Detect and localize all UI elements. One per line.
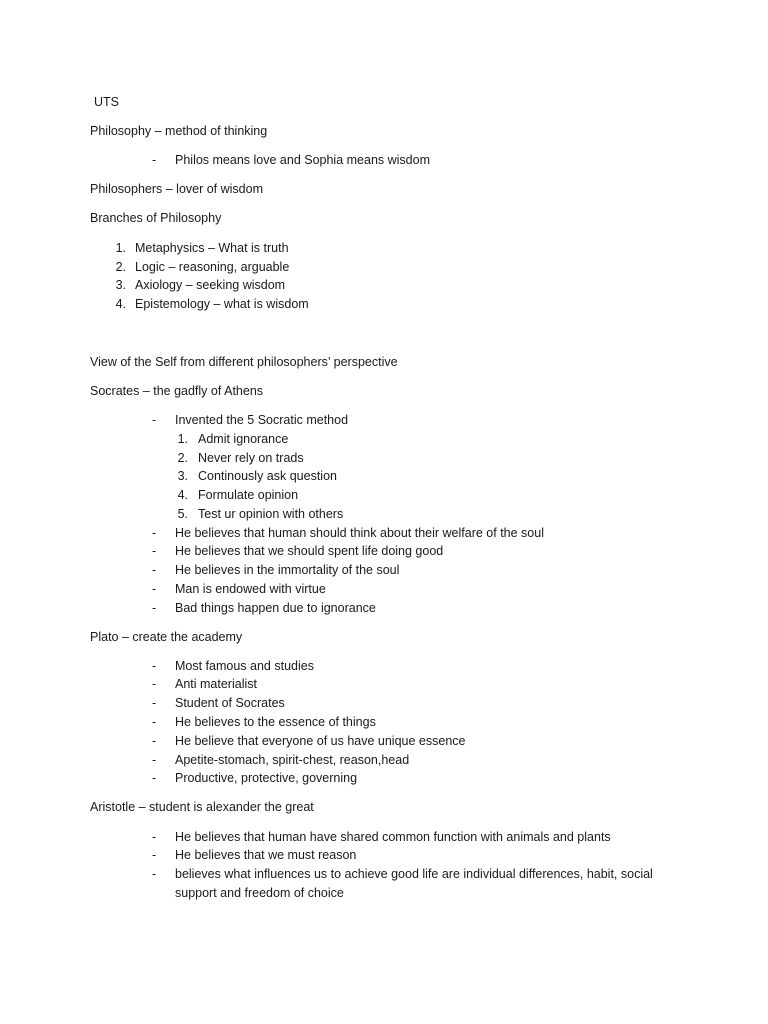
list-number: 2. bbox=[115, 260, 126, 274]
list-item-text: Logic – reasoning, arguable bbox=[135, 260, 290, 274]
bullet-dash: - bbox=[152, 544, 157, 558]
list-item-text: Formulate opinion bbox=[198, 488, 299, 502]
bullet-dash: - bbox=[152, 848, 157, 862]
philosophy-note: Philos means love and Sophia means wisdom bbox=[175, 153, 430, 167]
branches-heading: Branches of Philosophy bbox=[90, 211, 222, 225]
bullet-dash: - bbox=[152, 734, 157, 748]
view-heading: View of the Self from different philosophers’ perspective bbox=[90, 355, 398, 369]
list-item-text: believes what influences us to achieve good life are individual differences, habit, social bbox=[175, 867, 653, 881]
list-item-text: Metaphysics – What is truth bbox=[135, 241, 289, 255]
list-item-text: Never rely on trads bbox=[198, 451, 304, 465]
plato-heading: Plato – create the academy bbox=[90, 630, 243, 644]
list-number: 1. bbox=[177, 432, 188, 446]
list-item-text: He believes in the immortality of the soul bbox=[175, 563, 400, 577]
list-number: 5. bbox=[177, 507, 188, 521]
list-item-text: Test ur opinion with others bbox=[198, 507, 344, 521]
list-number: 2. bbox=[177, 451, 188, 465]
list-item-text: Student of Socrates bbox=[175, 696, 285, 710]
socrates-heading: Socrates – the gadfly of Athens bbox=[90, 384, 264, 398]
list-number: 3. bbox=[115, 278, 126, 292]
list-item-text: He believe that everyone of us have unique essence bbox=[175, 734, 466, 748]
list-item-text: Anti materialist bbox=[175, 677, 257, 691]
list-item-text: He believes that human have shared common function with animals and plants bbox=[175, 830, 611, 844]
list-number: 4. bbox=[177, 488, 188, 502]
philosophy-definition: Philosophy – method of thinking bbox=[90, 124, 268, 138]
bullet-dash: - bbox=[152, 601, 157, 615]
list-item-text: Most famous and studies bbox=[175, 659, 314, 673]
bullet-dash: - bbox=[152, 563, 157, 577]
list-item-text: Man is endowed with virtue bbox=[175, 582, 326, 596]
list-item-text: Bad things happen due to ignorance bbox=[175, 601, 376, 615]
bullet-dash: - bbox=[152, 677, 157, 691]
philosophers-definition: Philosophers – lover of wisdom bbox=[90, 182, 263, 196]
bullet-dash: - bbox=[152, 526, 157, 540]
list-item-text: Invented the 5 Socratic method bbox=[175, 413, 349, 427]
bullet-dash: - bbox=[152, 582, 157, 596]
aristotle-heading: Aristotle – student is alexander the great bbox=[90, 800, 314, 814]
bullet-dash: - bbox=[152, 830, 157, 844]
list-item-text: He believes that we should spent life doing good bbox=[175, 544, 444, 558]
list-item-text: Productive, protective, governing bbox=[175, 771, 358, 785]
list-number: 4. bbox=[115, 297, 126, 311]
bullet-dash: - bbox=[152, 771, 157, 785]
bullet-dash: - bbox=[152, 659, 157, 673]
list-item-text: Apetite-stomach, spirit-chest, reason,head bbox=[175, 753, 410, 767]
doc-title: UTS bbox=[94, 95, 119, 109]
list-item-text: He believes that human should think about their welfare of the soul bbox=[175, 526, 544, 540]
bullet-dash: - bbox=[152, 696, 157, 710]
bullet-dash: - bbox=[152, 153, 157, 167]
list-item-text: He believes to the essence of things bbox=[175, 715, 376, 729]
bullet-dash: - bbox=[152, 753, 157, 767]
list-item-text-continued: support and freedom of choice bbox=[175, 886, 344, 900]
list-number: 1. bbox=[115, 241, 126, 255]
list-item-text: Axiology – seeking wisdom bbox=[135, 278, 286, 292]
list-number: 3. bbox=[177, 469, 188, 483]
list-item-text: Admit ignorance bbox=[198, 432, 289, 446]
list-item-text: Epistemology – what is wisdom bbox=[135, 297, 309, 311]
bullet-dash: - bbox=[152, 413, 157, 427]
list-item-text: Continously ask question bbox=[198, 469, 337, 483]
bullet-dash: - bbox=[152, 715, 157, 729]
bullet-dash: - bbox=[152, 867, 157, 881]
list-item-text: He believes that we must reason bbox=[175, 848, 357, 862]
